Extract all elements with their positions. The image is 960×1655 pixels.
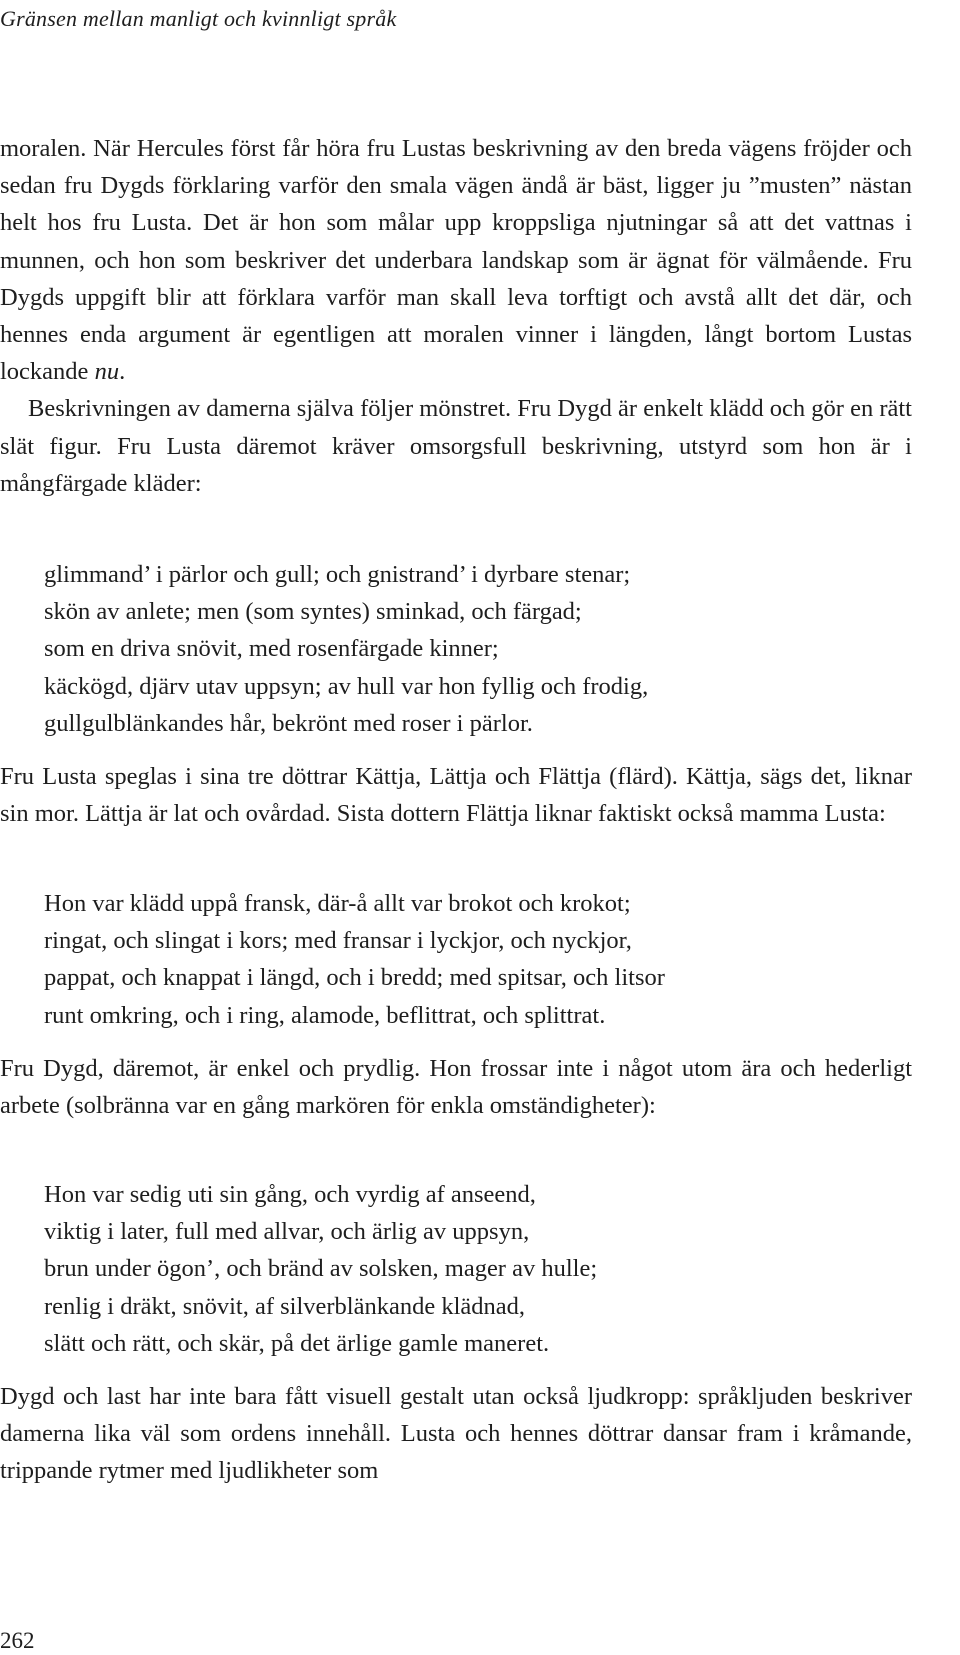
verse-line: viktig i later, full med allvar, och ärlig av uppsyn, [44,1218,530,1246]
verse-block-2 [44,885,665,1034]
verse-line: Hon var sedig uti sin gång, och vyrdig af anseend, [44,1181,536,1208]
verse-line: skön av anlete; men (som syntes) sminkad, och färgad; [44,598,582,626]
verse-line: som en driva snövit, med rosenfärgade kinner; [44,635,499,663]
verse-line: pappat, och knappat i längd, och i bredd; med spitsar, och litsor [44,964,665,992]
verse-line: Hon var klädd uppå fransk, där-å allt var brokot och krokot; [44,890,631,917]
verse-line: käckögd, djärv utav uppsyn; av hull var hon fyllig och frodig, [44,672,649,700]
verse-line: gullgulblänkandes hår, bekrönt med roser i pärlor. [44,709,533,737]
paragraph-2: Beskrivningen av damerna själva följer mönstret. Fru Dygd är enkelt klädd och gör en rätt slät figur. Fru Lusta däremot kräver omsorgsfull beskrivning, utstyrd som hon är i mångfärgade kläder: [0,395,912,497]
paragraph-5: Dygd och last har inte bara fått visuell gestalt utan också ljudkropp: språkljuden beskriver damerna lika väl som ordens innehåll. Lusta och hennes döttrar dansar fram i kråmande, trippande rytmer med ljudlikheter som [0,1383,912,1485]
verse-line: renlig i dräkt, snövit, af silverblänkande klädnad, [44,1292,526,1320]
paragraph-1-italic: nu [94,358,120,386]
paragraph-3: Fru Lusta speglas i sina tre döttrar Kättja, Lättja och Flättja (flärd). Kättja, sägs det, liknar sin mor. Lättja är lat och ovårdad. Sista dottern Flättja liknar faktiskt också mamma Lusta: [0,763,912,828]
verse-line: glimmand’ i pärlor och gull; och gnistrand’ i dyrbare stenar; [44,561,631,588]
page-number: 262 [0,1628,35,1653]
paragraph-4: Fru Dygd, däremot, är enkel och prydlig. Hon frossar inte i något utom ära och hederligt arbete (solbränna var en gång markören för enkla omständigheter): [0,1055,912,1120]
body-block-3 [0,1050,912,1124]
verse-line: slätt och rätt, och skär, på det ärlige gamle maneret. [44,1329,550,1357]
verse-line: runt omkring, och i ring, alamode, beflittrat, och splittrat. [44,1001,606,1029]
paragraph-1 [0,130,912,390]
body-block-1 [0,130,912,502]
running-header: Gränsen mellan manligt och kvinnligt språk [0,6,397,31]
paragraph-1-text: moralen. När Hercules först får höra fru Lustas beskrivning av den breda vägens fröjder och sedan fru Dygds förklaring varför den smala vägen ändå är bäst, ligger ju ”musten” nästan helt hos fru Lusta. Det är hon som målar upp kroppsliga njutningar så att det vattnas i munnen, och hon som beskriver det underbara landskap som är ägnat för välmående. Fru Dygds uppgift blir att förklara varför man skall leva torftigt och avstå allt det där, och hennes enda argument är egentligen att moralen vinner i längden, långt bortom Lustas lockande [0,135,912,386]
verse-line: ringat, och slingat i kors; med fransar i lyckjor, och nyckjor, [44,927,632,955]
body-block-4 [0,1378,912,1490]
verse-block-3 [44,1176,597,1362]
body-block-2 [0,758,912,832]
verse-line: brun under ögon’, och bränd av solsken, mager av hulle; [44,1255,598,1283]
paragraph-1-end: . [119,358,126,386]
verse-block-1 [44,556,648,742]
